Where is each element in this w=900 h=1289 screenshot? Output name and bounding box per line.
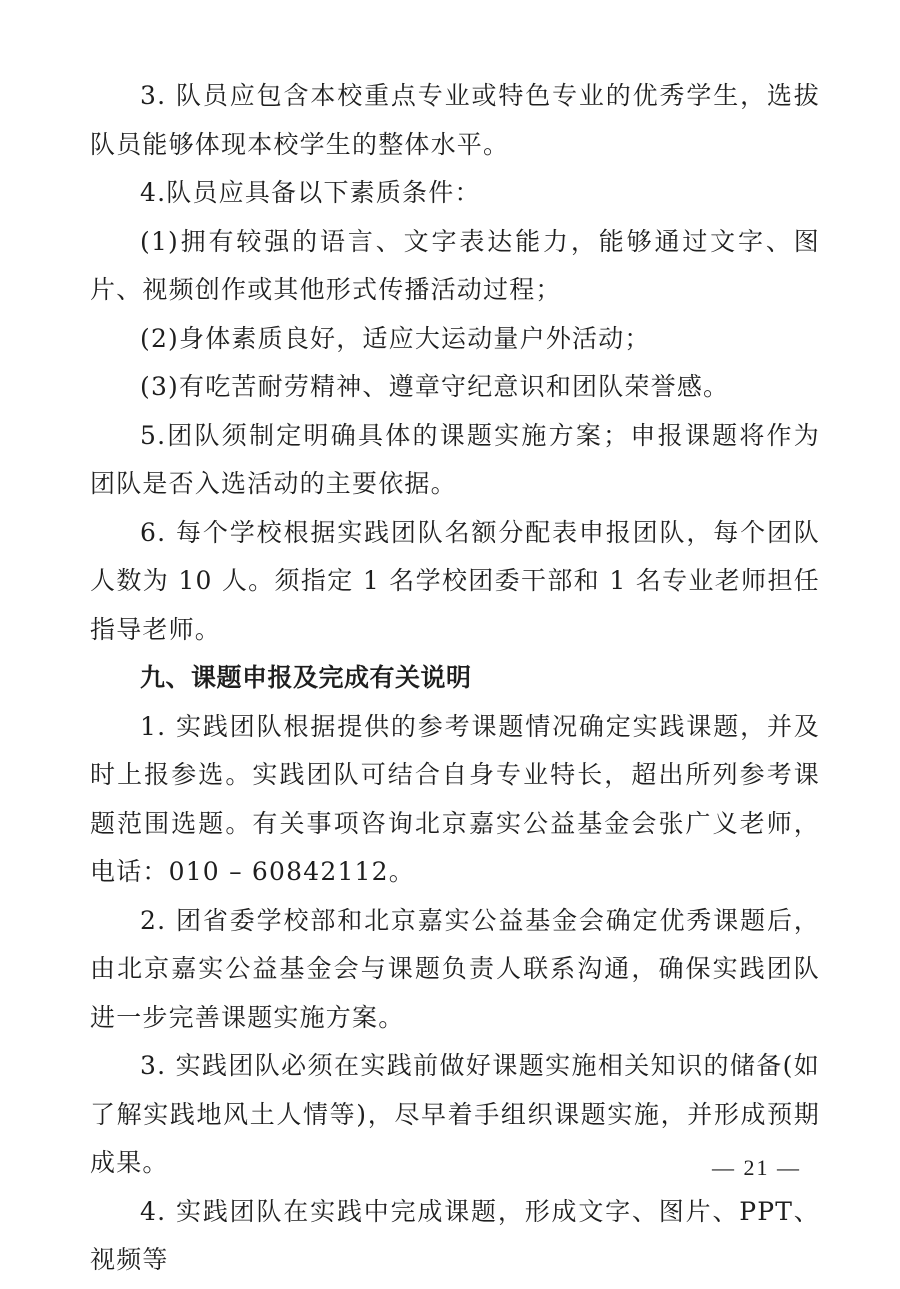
section-heading-9: 九、课题申报及完成有关说明 <box>140 663 472 692</box>
paragraph-item-4-qualities: 4.队员应具备以下素质条件： <box>140 178 481 207</box>
paragraph-subitem-3-spirit: (3)有吃苦耐劳精神、遵章守纪意识和团队荣誉感。 <box>140 372 730 401</box>
paragraph-subitem-2-physical: (2)身体素质良好，适应大运动量户外活动； <box>140 323 651 353</box>
paragraph-item-3-members: 3. 队员应包含本校重点专业或特色专业的优秀学生，选拔队员能够体现本校学生的整体水平。 <box>90 81 820 159</box>
paragraph-item-5-plan: 5.团队须制定明确具体的课题实施方案；申报课题将作为团队是否入选活动的主要依据。 <box>90 420 820 498</box>
paragraph-topic-4-completion: 4. 实践团队在实践中完成课题，形成文字、图片、PPT、视频等 <box>90 1196 820 1274</box>
paragraph-item-6-team-size: 6. 每个学校根据实践团队名额分配表申报团队，每个团队人数为 10 人。须指定 1 名学校团委干部和 1 名专业老师担任指导老师。 <box>90 517 820 644</box>
page-number: — 21 — <box>712 1155 801 1180</box>
paragraph-topic-2-review: 2. 团省委学校部和北京嘉实公益基金会确定优秀课题后，由北京嘉实公益基金会与课题负责人联系沟通，确保实践团队进一步完善课题实施方案。 <box>90 905 820 1032</box>
paragraph-topic-3-preparation: 3. 实践团队必须在实践前做好课题实施相关知识的储备(如了解实践地风土人情等)，尽早着手组织课题实施，并形成预期成果。 <box>90 1051 820 1177</box>
paragraph-subitem-1-expression: (1)拥有较强的语言、文字表达能力，能够通过文字、图片、视频创作或其他形式传播活动过程； <box>90 226 820 304</box>
body-text <box>90 72 820 1285</box>
paragraph-topic-1-selection: 1. 实践团队根据提供的参考课题情况确定实践课题，并及时上报参选。实践团队可结合自身专业特长，超出所列参考课题范围选题。有关事项咨询北京嘉实公益基金会张广义老师，电话：010 – 60842112。 <box>90 711 820 886</box>
